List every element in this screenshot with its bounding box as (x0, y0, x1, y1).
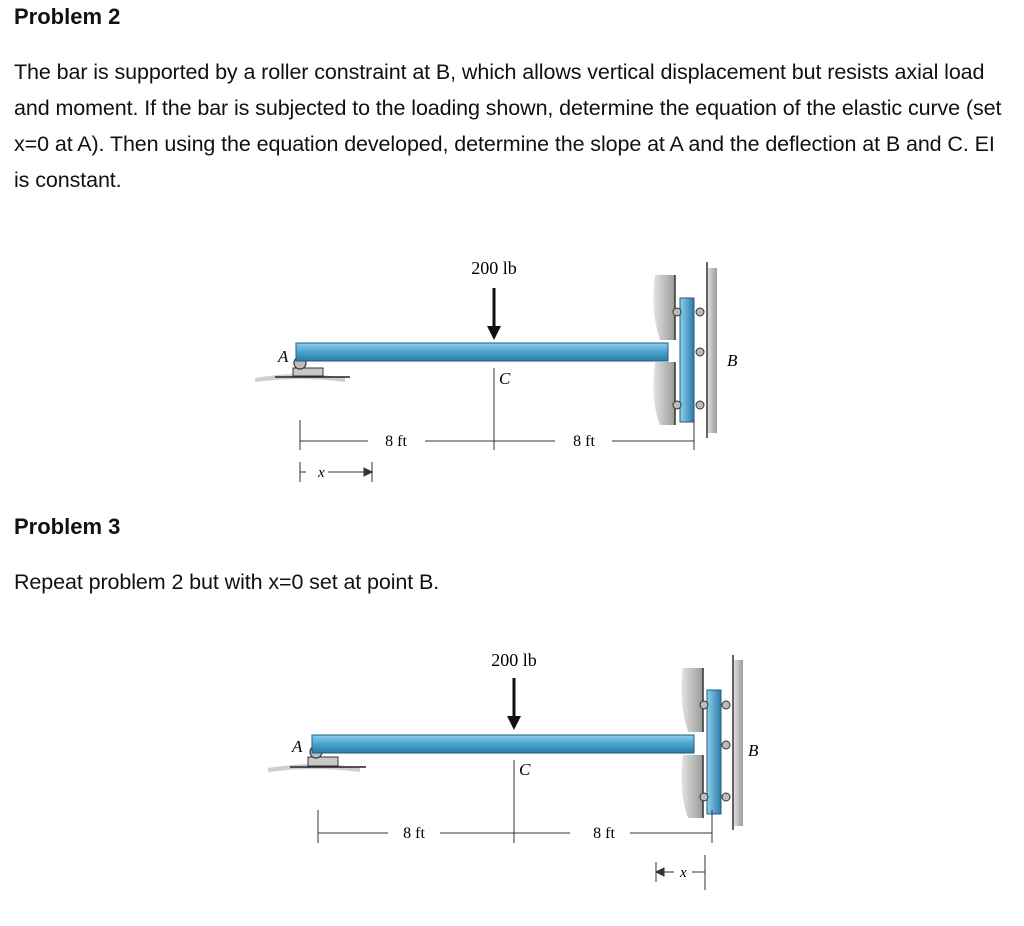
x-label: x (318, 465, 325, 481)
problem-2-statement: The bar is supported by a roller constraint at B, which allows vertical displacement but resists axial load and moment. If the bar is subjected to the loading shown, determine the equation of the elastic curve (set x=0 at A). Then using the equation developed, determine the slope at A and the deflection at B and C. EI is constant. (14, 60, 1002, 192)
point-b-label: B (748, 741, 759, 760)
point-a-label: A (292, 737, 303, 756)
dim-left-label: 8 ft (385, 433, 407, 450)
dim-right-label: 8 ft (593, 825, 615, 842)
load-arrow (507, 678, 521, 730)
point-c-label: C (519, 760, 531, 779)
point-b-label: B (727, 351, 738, 370)
x-label: x (680, 865, 687, 881)
dimension-line (318, 810, 712, 843)
load-label: 200 lb (491, 650, 537, 670)
dim-left-label: 8 ft (403, 825, 425, 842)
dim-right-label: 8 ft (573, 433, 595, 450)
load-label: 200 lb (471, 258, 517, 278)
problem-3-statement: Repeat problem 2 but with x=0 set at point B. (14, 570, 440, 594)
point-a-label: A (278, 347, 289, 366)
problem-3-heading: Problem 3 (14, 514, 121, 539)
point-c-label: C (499, 369, 511, 388)
beam (312, 735, 694, 753)
problem-2-heading: Problem 2 (14, 4, 121, 29)
